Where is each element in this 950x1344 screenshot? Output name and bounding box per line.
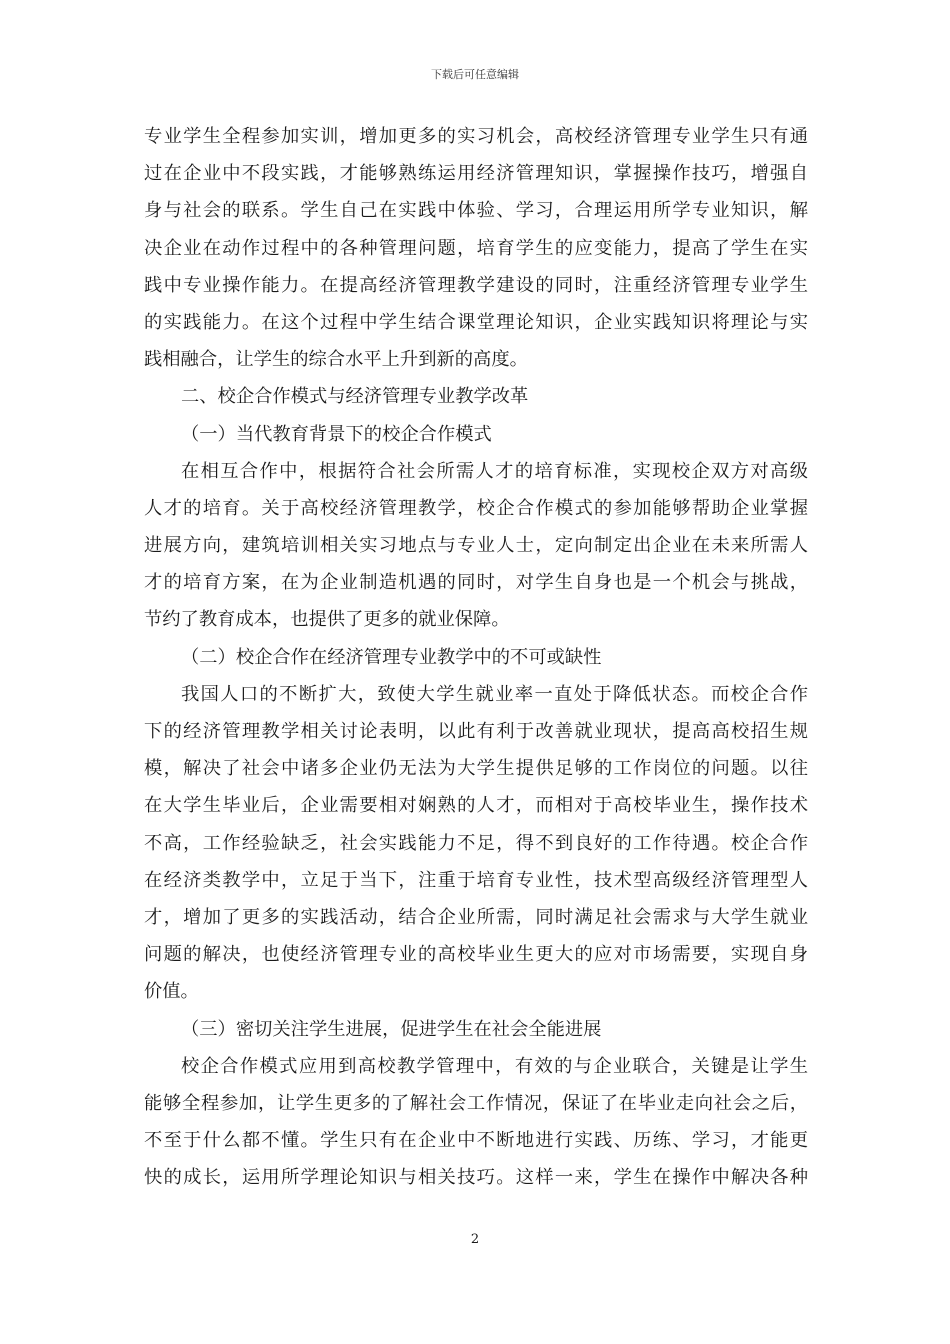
text-line: 不高，工作经验缺乏，社会实践能力不足，得不到良好的工作待遇。校企合作 [144,832,808,854]
page-header: 下载后可任意编辑 [431,68,519,81]
text-line: 能够全程参加，让学生更多的了解社会工作情况，保证了在毕业走向社会之后， [144,1092,808,1114]
section-heading: 二、校企合作模式与经济管理专业教学改革 [181,386,529,408]
text-line: 下的经济管理教学相关讨论表明，以此有利于改善就业现状，提高高校招生规 [144,721,808,742]
text-line: 的实践能力。在这个过程中学生结合课堂理论知识，企业实践知识将理论与实 [144,311,808,333]
section-heading: （二）校企合作在经济管理专业教学中的不可或缺性 [181,646,602,668]
text-line: 价值。 [144,981,199,1003]
paragraph-first-line: 校企合作模式应用到高校教学管理中，有效的与企业联合，关键是让学生 [181,1055,808,1077]
paragraph-first-line: 我国人口的不断扩大，致使大学生就业率一直处于降低状态。而校企合作 [181,683,808,705]
text-line: 才的培育方案，在为企业制造机遇的同时，对学生自身也是一个机会与挑战， [144,572,808,594]
text-line: 在经济类教学中，立足于当下，注重于培育专业性，技术型高级经济管理型人 [144,869,808,891]
text-line: 节约了教育成本，也提供了更多的就业保障。 [144,609,510,631]
document-body [144,118,808,1196]
text-line: 不至于什么都不懂。学生只有在企业中不断地进行实践、历练、学习，才能更 [144,1130,808,1152]
text-line: 人才的培育。关于高校经济管理教学，校企合作模式的参加能够帮助企业掌握 [144,497,808,519]
text-line: 模，解决了社会中诸多企业仍无法为大学生提供足够的工作岗位的问题。以往 [144,758,808,780]
page-number: 2 [470,1232,480,1247]
section-heading: （一）当代教育背景下的校企合作模式 [181,423,492,445]
text-line: 身与社会的联系。学生自己在实践中体验、学习，合理运用所学专业知识，解 [144,200,808,222]
text-line: 专业学生全程参加实训，增加更多的实习机会，高校经济管理专业学生只有通 [144,126,808,147]
text-line: 践相融合，让学生的综合水平上升到新的高度。 [144,349,528,371]
text-line: 在大学生毕业后，企业需要相对娴熟的人才，而相对于高校毕业生，操作技术 [144,795,808,817]
text-line: 才，增加了更多的实践活动，结合企业所需，同时满足社会需求与大学生就业 [144,906,808,928]
section-heading: （三）密切关注学生进展，促进学生在社会全能进展 [181,1018,602,1040]
text-line: 进展方向，建筑培训相关实习地点与专业人士，定向制定出企业在未来所需人 [144,535,808,557]
text-line: 过在企业中不段实践，才能够熟练运用经济管理知识，掌握操作技巧，增强自 [144,163,808,185]
text-line: 践中专业操作能力。在提高经济管理教学建设的同时，注重经济管理专业学生 [144,274,808,296]
text-line: 决企业在动作过程中的各种管理问题，培育学生的应变能力，提高了学生在实 [144,237,808,259]
paragraph-first-line: 在相互合作中，根据符合社会所需人才的培育标准，实现校企双方对高级 [181,460,808,482]
text-line: 快的成长，运用所学理论知识与相关技巧。这样一来，学生在操作中解决各种 [144,1167,808,1189]
text-line: 问题的解决，也使经济管理专业的高校毕业生更大的应对市场需要，实现自身 [144,944,808,966]
